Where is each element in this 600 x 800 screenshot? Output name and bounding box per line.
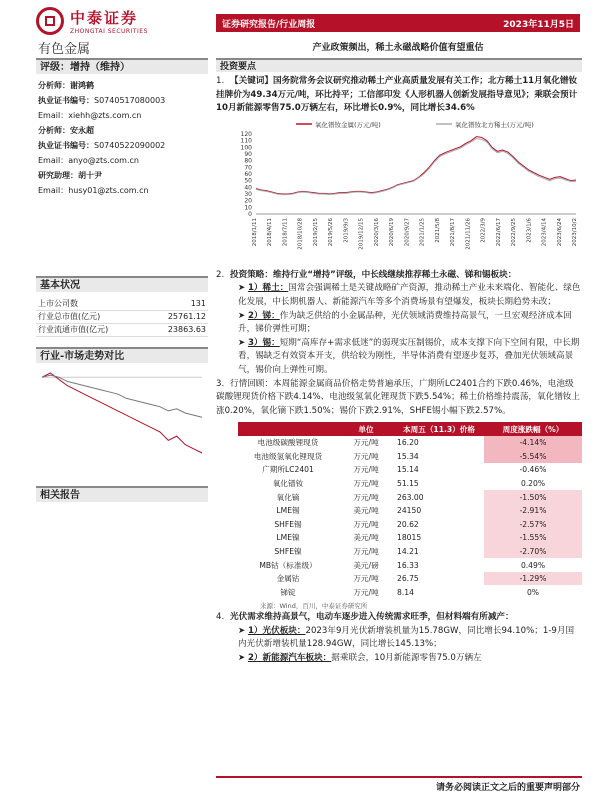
- table-cell: -2.70%: [484, 545, 582, 559]
- main-content: [216, 58, 582, 665]
- table-row: [238, 450, 582, 464]
- y-tick-label: 40: [244, 184, 252, 192]
- trend-series-line: [42, 375, 202, 417]
- analyst-name: 分析师：谢鸿鹤: [38, 81, 94, 90]
- x-tick-label: 2019/5/26: [328, 217, 335, 246]
- table-cell: 16.20: [397, 438, 419, 448]
- table-cell: 8.14: [397, 587, 414, 597]
- y-tick-label: 10: [244, 204, 252, 212]
- table-cell: -4.14%: [484, 436, 582, 450]
- analyst-name: 分析师：安永超: [38, 126, 94, 135]
- table-cell: 万元/吨: [353, 492, 379, 502]
- x-tick-label: 2020/3/16: [373, 217, 380, 246]
- x-tick-label: 2019/12/15: [358, 217, 365, 250]
- table-cell: LME锡: [276, 506, 300, 516]
- x-tick-label: 2021/8/17: [450, 217, 457, 246]
- trend-chart: [36, 363, 208, 463]
- x-tick-label: 2022/9/25: [511, 217, 518, 246]
- y-tick-label: 120: [240, 130, 252, 138]
- basic-title: 基本状况: [36, 276, 208, 292]
- table-cell: 锑锭: [280, 587, 296, 597]
- table-cell: 16.33: [397, 560, 419, 570]
- table-row: [238, 545, 582, 559]
- table-row: [238, 490, 582, 504]
- left-sidebar: [36, 58, 208, 502]
- table-cell: 万元/吨: [353, 519, 379, 529]
- analyst-email: Email：anyo@zts.com.cn: [38, 156, 139, 165]
- table-cell: -2.91%: [484, 504, 582, 518]
- table-header-cell: 本周五（11.3）价格: [394, 422, 484, 436]
- table-cell: 氧化镨钕: [272, 478, 304, 488]
- table-row: [238, 585, 582, 599]
- table-header-cell: [238, 422, 338, 436]
- x-tick-label: 2023/10/2: [572, 217, 578, 246]
- table-row: [238, 531, 582, 545]
- table-cell: 14.21: [397, 546, 419, 556]
- x-tick-label: 2022/3/9: [480, 217, 487, 243]
- table-cell: -0.46%: [519, 465, 547, 475]
- sector-name: 有色金属: [38, 42, 91, 57]
- table-cell: 金属钴: [276, 574, 300, 584]
- x-tick-label: 2019/9/3: [343, 217, 350, 243]
- table-row: [238, 436, 582, 450]
- footer-disclaimer: 请务必阅读正文之后的重要声明部分: [435, 783, 580, 793]
- x-tick-label: 2018/1/11: [252, 217, 258, 246]
- series-line: [256, 136, 576, 193]
- table-cell: SHFE锡: [274, 519, 302, 529]
- table-cell: 24150: [397, 506, 422, 516]
- y-tick-label: 70: [244, 164, 252, 172]
- bullet-item: ➤ 2）新能源汽车板块：据乘联会，10月新能源零售75.0万辆左: [238, 652, 482, 663]
- table-header-cell: 周度涨跌幅（%）: [484, 422, 582, 436]
- assistant-row: 研究助理：胡十尹: [38, 171, 102, 180]
- x-tick-label: 2019/2/15: [312, 217, 319, 246]
- y-tick-label: 30: [244, 190, 252, 198]
- point-2: 2. 投资策略：维持行业“增持”评级，中长线继续推荐稀土永磁、锑和锡板块：: [216, 269, 517, 280]
- bullet-item: ➤ 1）稀土：国常会强调稀土是关键战略矿产资源，推动稀土产业未来端化、智能化、绿色化发展，中长期机器人、新能源汽车等多个消费场景有望爆发，板块长期趋势未改；: [238, 283, 581, 307]
- table-cell: 美元/磅: [353, 560, 379, 570]
- x-tick-label: 2018/7/11: [282, 217, 289, 246]
- table-row: [238, 572, 582, 586]
- table-cell: 万元/吨: [353, 587, 379, 597]
- x-tick-label: 2023/1/6: [526, 217, 533, 243]
- table-cell: 广期所LC2401: [262, 465, 314, 475]
- table-source: 来源：Wind，百川，中泰证券研究所: [260, 602, 368, 611]
- table-cell: 电池级氢氧化锂现货: [253, 451, 323, 461]
- table-cell: 电池级碳酸锂现货: [257, 438, 319, 448]
- table-cell: 0.49%: [520, 560, 546, 570]
- stats-table: [36, 298, 208, 337]
- table-cell: -1.55%: [484, 531, 582, 545]
- point-2-items: [216, 282, 582, 377]
- table-cell: -5.54%: [484, 450, 582, 464]
- table-row: [238, 517, 582, 531]
- report-subtitle: 产业政策频出，稀土永磁战略价值有望重估: [312, 43, 484, 53]
- table-cell: 万元/吨: [353, 451, 379, 461]
- x-tick-label: 2023/4/14: [541, 217, 548, 246]
- table-cell: 15.14: [397, 465, 419, 475]
- x-tick-label: 2020/6/19: [389, 217, 396, 246]
- legend-label: 氧化镨钕金属(万元/吨): [315, 120, 381, 129]
- analyst-email: Email：xiehh@zts.com.cn: [38, 111, 142, 120]
- table-header-cell: 单位: [338, 422, 394, 436]
- x-tick-label: 2021/1/25: [419, 217, 426, 246]
- stat-row: 上市公司数 131: [36, 298, 208, 311]
- stat-row: 行业流通市值(亿元) 23863.63: [36, 324, 208, 337]
- table-cell: 万元/吨: [353, 465, 379, 475]
- trend-series-line: [42, 373, 202, 453]
- related-title: 相关报告: [36, 486, 208, 502]
- table-cell: 18015: [397, 533, 422, 543]
- company-logo: [36, 4, 206, 38]
- point-3: 3. 行情回顾：本周能源金属商品价格走势普遍承压，广期所LC2401合约下跌0.46%，电池级碳酸锂现货价格下跌4.14%、电池级氢氧化锂现货下跌5.54%；稀土价格维持震荡，氧化镨钕上涨0.20%，氧化镝下跌1.50%；锡价下跌2.91%，SHFE锡小幅下跌2.57%。: [216, 378, 580, 416]
- x-tick-label: 2022/6/17: [495, 217, 502, 246]
- table-cell: 0%: [526, 587, 540, 597]
- table-cell: SHFE镍: [274, 546, 302, 556]
- table-cell: 万元/吨: [353, 478, 379, 488]
- table-cell: 26.75: [397, 574, 419, 584]
- logo-cn: 中泰证券: [70, 9, 139, 27]
- table-row: [238, 477, 582, 491]
- logo-en: ZHONGTAI SECURITIES: [70, 28, 148, 35]
- price-line-chart: [216, 116, 582, 266]
- price-table-header: [238, 422, 582, 436]
- y-tick-label: 50: [244, 177, 252, 185]
- y-tick-label: 60: [244, 170, 252, 178]
- table-cell: 万元/吨: [353, 574, 379, 584]
- legend-label: 氧化镨钕北方稀土(万元/吨): [455, 120, 534, 129]
- table-row: [238, 504, 582, 518]
- x-tick-label: 2023/6/24: [556, 217, 563, 246]
- trend-title: 行业-市场走势对比: [36, 347, 208, 363]
- logo-icon: [36, 7, 64, 35]
- table-cell: 万元/吨: [353, 438, 379, 448]
- table-cell: 51.15: [397, 478, 419, 488]
- y-tick-label: 80: [244, 157, 252, 165]
- bullet-item: ➤ 1）光伏板块：2023年9月光伏新增装机量为15.78GW，同比增长94.10%；1-9月国内光伏新增装机量128.94GW，同比增长145.13%；: [238, 625, 575, 650]
- table-cell: MB钴（标准级）: [259, 560, 317, 570]
- x-tick-label: 2018/4/11: [267, 217, 274, 246]
- price-table: [238, 422, 582, 599]
- table-cell: 20.62: [397, 519, 419, 529]
- table-cell: 美元/吨: [353, 506, 379, 516]
- y-tick-label: 20: [244, 197, 252, 205]
- table-cell: 15.34: [397, 451, 419, 461]
- report-type: 证券研究报告/行业周报: [222, 19, 316, 30]
- rating: 评级：增持（维持）: [36, 58, 208, 74]
- y-tick-label: 110: [240, 137, 252, 145]
- points-title: 投资要点: [216, 58, 582, 72]
- stat-row: 行业总市值(亿元) 25761.12: [36, 311, 208, 324]
- analyst-cert: 执业证书编号：S0740522090002: [38, 141, 166, 150]
- footer-rule: [216, 776, 582, 778]
- y-tick-label: 90: [244, 150, 252, 158]
- series-line: [256, 138, 576, 194]
- table-cell: 万元/吨: [353, 546, 379, 556]
- x-tick-label: 2018/10/28: [297, 217, 304, 250]
- table-cell: 263.00: [397, 492, 424, 502]
- table-cell: -1.29%: [484, 572, 582, 586]
- x-tick-label: 2021/11/26: [465, 217, 472, 250]
- report-topbar: [216, 14, 580, 32]
- x-tick-label: 2021/5/8: [434, 217, 441, 243]
- bullet-item: ➤ 3）锡：短期“高库存+需求低迷”的弱现实压制锡价，成本支撑下向下空间有限，中长期看，锡缺乏有效资本开支，供给较为刚性，半导体消费有望逐步复苏，叠加光伏领域高景气，锡价向上弹性可期。: [238, 337, 580, 375]
- bullet-item: ➤ 2）锑：作为缺乏供给的小金属品种，光伏领域消费维持高景气，一旦宏观经济成本回升，锑价弹性可期；: [238, 310, 572, 335]
- table-cell: 美元/吨: [353, 533, 379, 543]
- table-row: [238, 558, 582, 572]
- table-cell: 氧化镝: [276, 492, 300, 502]
- analyst-cert: 执业证书编号：S0740517080003: [38, 96, 166, 105]
- table-row: [238, 463, 582, 477]
- table-cell: -1.50%: [484, 490, 582, 504]
- y-tick-label: 100: [240, 144, 252, 152]
- table-cell: LME镍: [276, 533, 300, 543]
- assistant-email: Email：husy01@zts.com.cn: [38, 186, 149, 195]
- table-cell: 0.20%: [520, 478, 546, 488]
- table-cell: -2.57%: [484, 517, 582, 531]
- x-tick-label: 2020/9/27: [404, 217, 411, 246]
- y-tick-label: 0: [248, 210, 252, 218]
- analyst-list: [36, 78, 208, 168]
- point-4: 4. 光伏需求维持高景气，电动车逐步进入传统需求旺季，但材料端有所减产：: [216, 612, 514, 623]
- point-4-items: [216, 625, 582, 666]
- report-date: 2023年11月5日: [503, 19, 574, 30]
- point-1: 1. 【关键词】国务院常务会议研究推动稀土产业高质量发展有关工作；北方稀土11月氧化镨钕挂牌价为49.34万元/吨，环比持平；工信部印发《人形机器人创新发展指导意见》；乘联会预计10月新能源零售75.0万辆左右，环比增长0.9%，同比增长34.6%: [216, 76, 578, 114]
